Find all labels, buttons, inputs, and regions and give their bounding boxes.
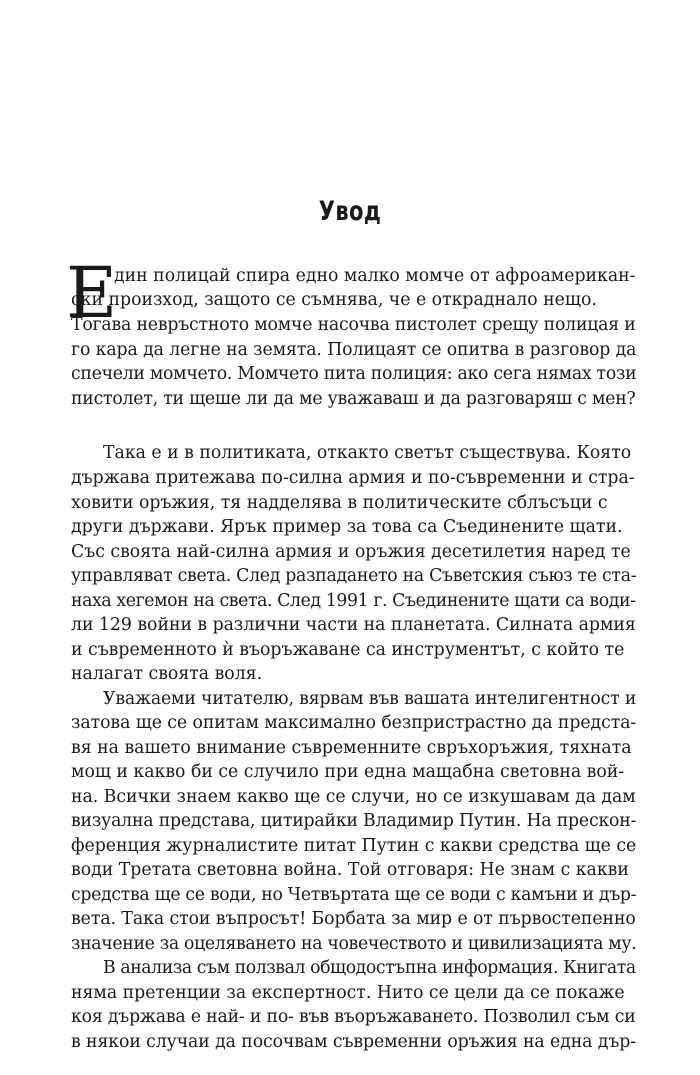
text-line: Така е и в политиката, откакто светът съществува. Която (103, 443, 632, 463)
text-line: и съвременното ѝ въоръжаване са инструментът, с който те (71, 640, 625, 660)
text-line: коя държава е най- и по- във въоръжаването. Позволил съм си (71, 1007, 636, 1027)
text-line: значение за оцеляването на човечеството и цивилизацията му. (71, 934, 637, 954)
text-line: визуална представа, цитирайки Владимир Путин. На прескон- (71, 811, 637, 831)
text-line: вя на вашето внимание съвременните свръхоръжия, тяхната (71, 738, 632, 758)
drop-cap: Е (66, 252, 118, 334)
text-line: В анализа съм ползвал общодостъпна информация. Книгата (103, 958, 636, 978)
text-line: вета. Така стои въпросът! Борбата за мир е от първостепенно (71, 909, 636, 929)
text-line: Тогава невръстното момче насочва пистолет срещу полицая и (71, 315, 636, 335)
text-line: налагат своята воля. (71, 664, 263, 684)
text-line: пистолет, ти щеше ли да ме уважаваш и да разговаряш с мен? (71, 389, 636, 409)
text-line: няма претенции за експертност. Нито се цели да се покаже (71, 983, 625, 1003)
text-line: държава притежава по-силна армия и по-съвременни и стра- (71, 468, 635, 488)
text-line: ференция журналистите питат Путин с какви средства ще се (71, 836, 637, 856)
text-line: ски произход, защото се съмнява, че е откраднало нещо. (71, 290, 597, 310)
text-line: води Третата световна война. Той отговаря: Не знам с какви (71, 860, 629, 880)
text-line: спечели момчето. Момчето пита полиция: ако сега нямах този (71, 364, 637, 384)
text-line: средства ще се води, но Четвъртата ще се води с камъни и дър- (71, 885, 637, 905)
text-line: в някои случаи да посочвам съвременни оръжия на една дър- (71, 1032, 636, 1052)
text-line: мощ и какво би се случило при една мащабна световна вой- (71, 762, 625, 782)
text-line: управляват света. След разпадането на Съветския съюз те ста- (71, 566, 637, 586)
text-line: затова ще се опитам максимално безпристрастно да предста- (71, 713, 637, 733)
text-line: ли 129 войни в различни части на планетата. Силната армия (71, 615, 636, 635)
text-line: на. Всички знаем какво ще се случи, но се изкушавам да дам (71, 787, 636, 807)
text-line: Със своята най-силна армия и оръжия десетилетия наред те (71, 542, 631, 562)
text-line: ховити оръжия, тя надделява в политическите сблъсъци с (71, 493, 608, 513)
text-line: други държави. Ярък пример за това са Съединените щати. (71, 517, 623, 537)
text-line: Уважаеми читателю, вярвам във вашата интелигентност и (103, 689, 637, 709)
text-line: наха хегемон на света. След 1991 г. Съединените щати са води- (71, 591, 636, 611)
text-line: го кара да легне на земята. Полицаят се опитва в разговор да (71, 340, 637, 360)
text-line: дин полицай спира едно малко момче от афроамерикан- (114, 266, 636, 286)
chapter-title: Увод (318, 196, 382, 227)
